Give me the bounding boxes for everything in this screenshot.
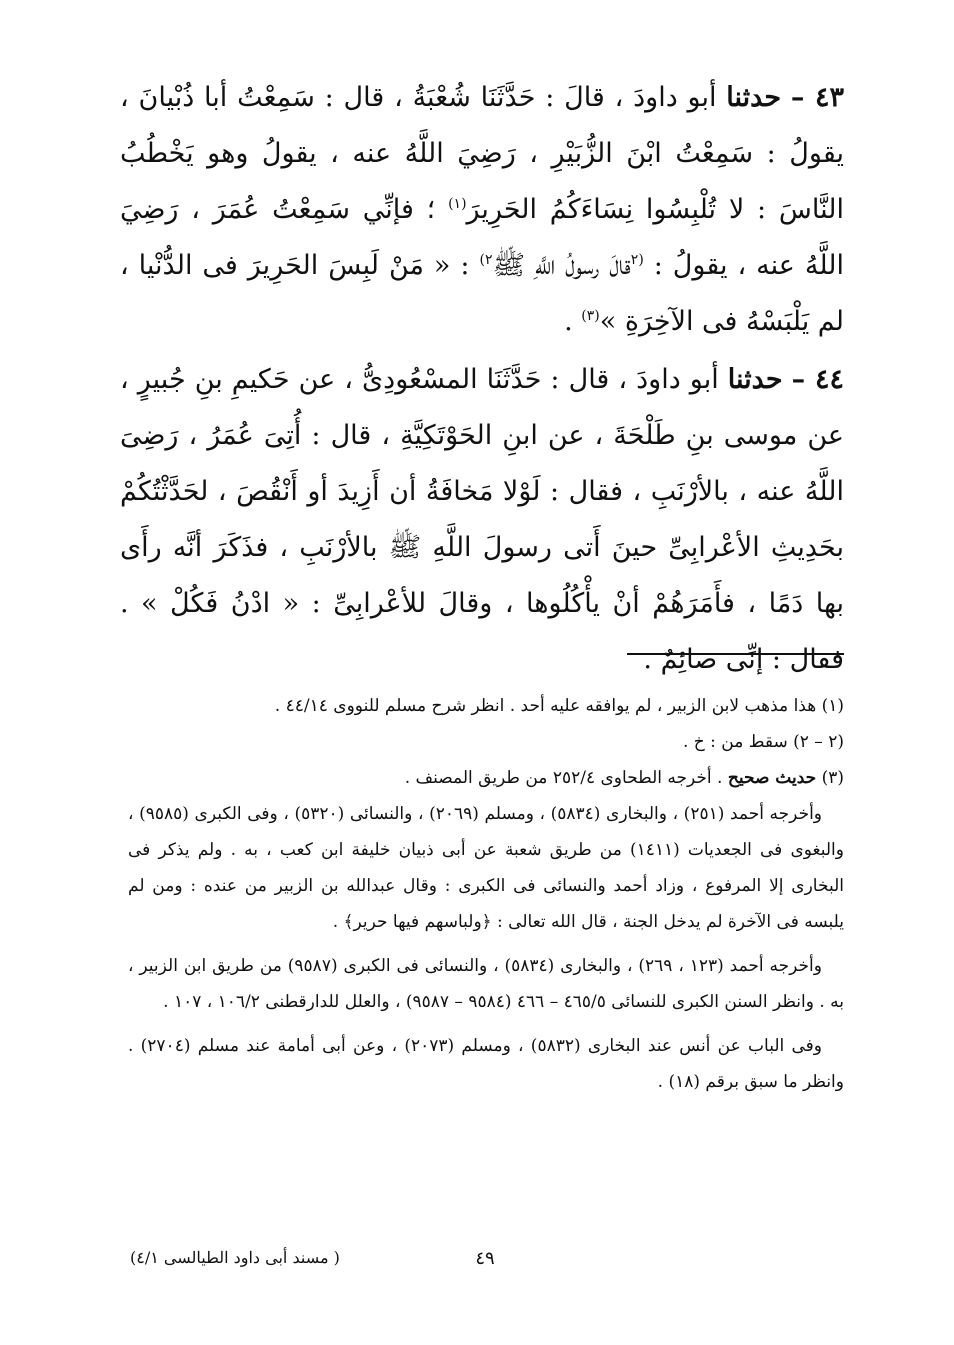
- footnote-3-marker: (٣): [821, 768, 844, 788]
- footnotes: [128, 688, 844, 1100]
- running-footer: ( مسند أبى داود الطيالسى ٤/١): [130, 1248, 340, 1267]
- hadith-number: ٤٤ –: [791, 364, 844, 395]
- page-number: ٤٩: [475, 1248, 495, 1269]
- footnote-3-paragraph-4: وفى الباب عن أنس عند البخارى (٥٨٣٢) ، ومسلم (٢٠٧٣) ، وعن أبى أمامة عند مسلم (٢٧٠٤) . وانظر ما سبق برقم (١٨) .: [128, 1036, 844, 1092]
- footnote-marker-1: (١): [448, 196, 467, 212]
- hadith-opening: حدثنا: [726, 82, 782, 113]
- footnote-2: (٢ – ٢) سقط من : خ .: [682, 732, 844, 752]
- footnote-1: (١) هذا مذهب لابن الزبير ، لم يوافقه عليه أحد . انظر شرح مسلم للنووى ٤٤/١٤ .: [274, 696, 844, 716]
- footnote-3-paragraph-3: وأخرجه أحمد (١٢٣ ، ٢٦٩) ، والبخارى (٥٨٣٤) ، والنسائى فى الكبرى (٩٥٨٧) من طريق ابن الزبير ، به . وانظر السنن الكبرى للنسائى ٤٦٥/٥ – ٤٦٦ (٩٥٨٤ – ٩٥٨٧) ، والعلل للدارقطنى ١٠٦/٢ ، ١٠٧ .: [128, 956, 844, 1012]
- hadith-43: [120, 70, 844, 350]
- footnote-marker-2-open: (٢: [630, 252, 644, 268]
- footnote-3: [128, 760, 844, 796]
- footnote-marker-3: (٣): [581, 308, 600, 324]
- hadith-44: [120, 352, 844, 688]
- hadith-text: أبو داودَ ، قال : حَدَّثَنَا المسْعُودِىُّ ، عن حَكيمِ بنِ جُبيرٍ ، عن موسى بنِ طَلْحَةَ ، عن ابنِ الحَوْتَكِيَّةِ ، قال : أُتِىَ عُمَرُ ، رَضِىَ اللَّهُ عنه ، بالأرْنَبِ ، فقال : لَوْلا مَخافَةُ أن أَزِيدَ أو أَنْقُصَ ، لحَدَّثْتُكُمْ بحَدِيثِ الأعْرابِىِّ حينَ أَتى رسولَ اللَّهِ ﷺ بالأرْنَبِ ، فذَكَرَ أنَّه رأَى بها دَمًا ، فأَمَرَهُمْ أنْ يأْكُلُوها ، وقالَ للأعْرابِىِّ : « ادْنُ فَكُلْ » . فقال : إنِّى صائِمٌ .: [120, 364, 844, 675]
- hadith-44-paragraph: [120, 352, 844, 688]
- hadith-opening: حدثنا: [727, 364, 783, 395]
- footnote-3-grade: حديث صحيح: [727, 768, 817, 788]
- hadith-text: : « مَنْ لَبِسَ الحَرِيرَ فى الدُّنْيا ، لم يَلْبَسْهُ فى الآخِرَةِ »: [120, 250, 844, 337]
- hadith-text: أبو داودَ ، قالَ : حَدَّثَنَا شُعْبَةُ ، قال : سَمِعْتُ أبا ذُبْيانَ ، يقولُ : سَمِعْتُ ابْنَ الزُّبَيْرِ ، رَضِيَ اللَّهُ عنه ، يقولُ وهو يَخْطُبُ النَّاسَ : لا تُلْبِسُوا نِسَاءَكُمُ الحَرِيرَ: [120, 82, 844, 225]
- footnote-separator: [627, 653, 844, 655]
- hadith-43-paragraph: [120, 70, 844, 350]
- hadith-text: ؛ فإنِّي سَمِعْتُ عُمَرَ ، رَضِيَ اللَّهُ عنه ، يقولُ :: [120, 194, 844, 281]
- hadith-end: .: [564, 306, 573, 337]
- footnote-3-text: . أخرجه الطحاوى ٢٥٢/٤ من طريق المصنف .: [404, 768, 723, 788]
- footnote-marker-2-close: ٢): [479, 252, 493, 268]
- hadith-number: ٤٣ –: [790, 82, 844, 113]
- footnote-3-paragraph-2: وأخرجه أحمد (٢٥١) ، والبخارى (٥٨٣٤) ، ومسلم (٢٠٦٩) ، والنسائى (٥٣٢٠) ، وفى الكبرى (٩٥٨٥) ، والبغوى فى الجعديات (١٤١١) من طريق شعبة عن أبى ذبيان خليفة ابن كعب ، به . ولم يذكر فى البخارى إلا المرفوع ، وزاد أحمد والنسائى فى الكبرى : وقال عبدالله بن الزبير من عنده : ومن لم يلبسه فى الآخرة لم يدخل الجنة ، قال الله تعالى : ﴿ولباسهم فيها حرير﴾ .: [128, 804, 844, 932]
- hadith-text: قالَ رسولُ اللَّهِ ﷺ: [492, 250, 631, 281]
